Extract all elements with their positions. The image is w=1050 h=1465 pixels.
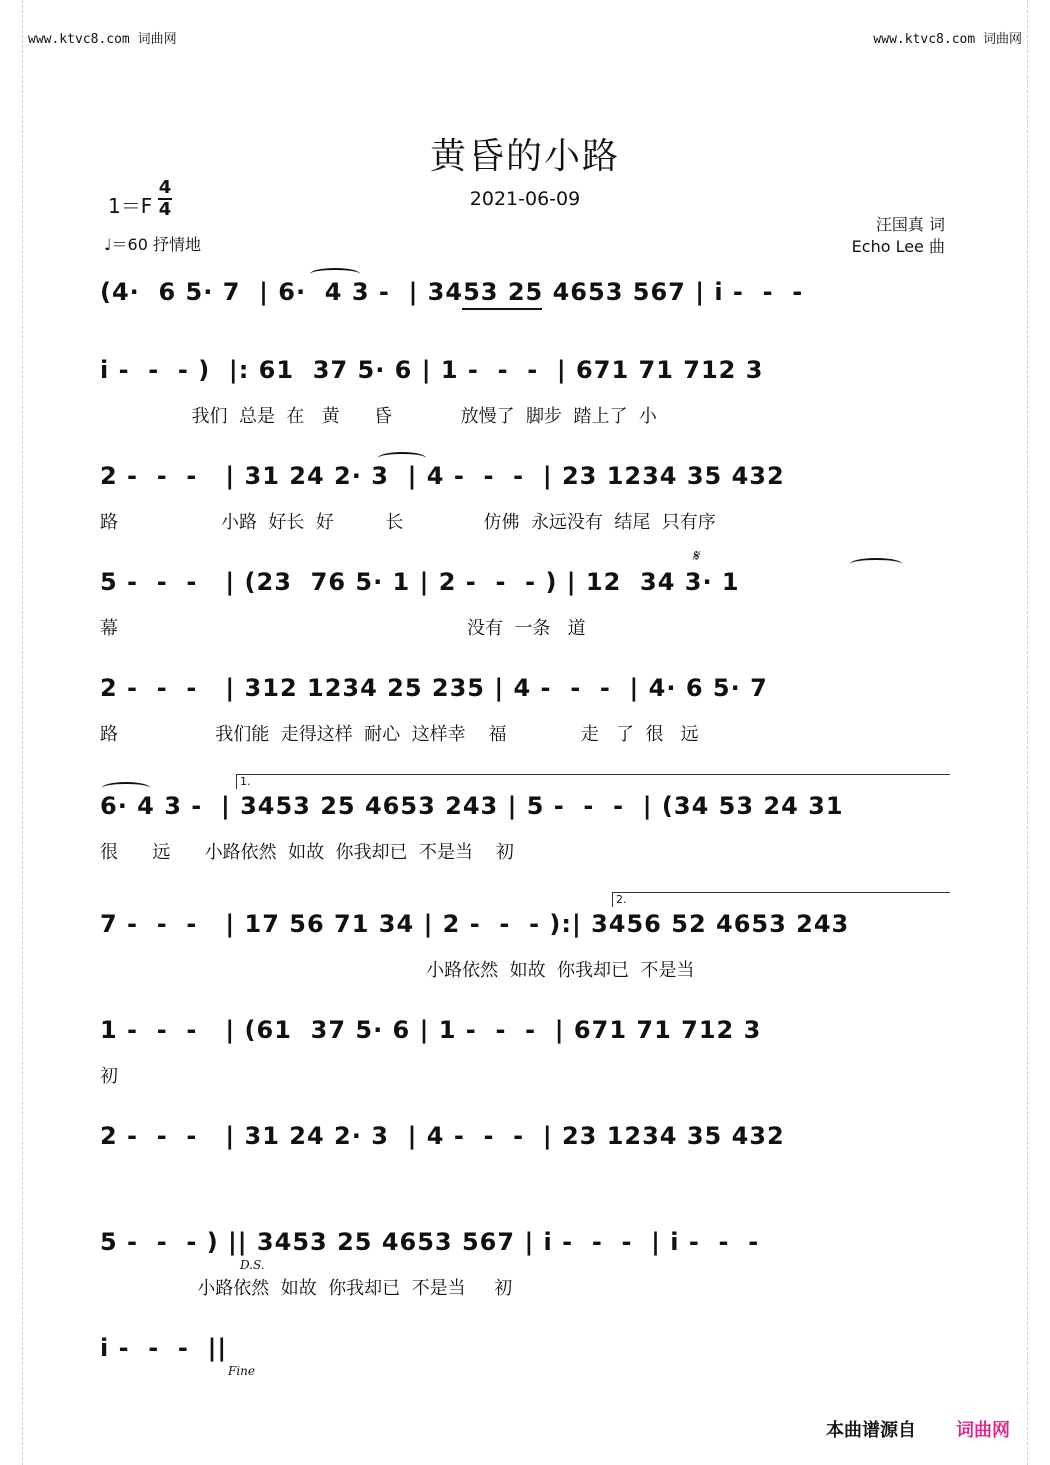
lyrics-row: 路 我们能 走得这样 耐心 这样幸 福 走 了 很 远 — [100, 724, 699, 745]
left-dashed-edge — [22, 0, 35, 1465]
segno-mark: 𝄋 — [692, 546, 699, 565]
footer-source-label: 本曲谱源自 — [826, 1420, 916, 1441]
fine-mark: Fine — [228, 1364, 255, 1378]
ds-mark: D.S. — [240, 1258, 265, 1272]
notes-row: i - - - || — [100, 1334, 228, 1362]
lyrics-row — [100, 324, 950, 348]
volta-second-ending: 2. — [612, 892, 950, 907]
notes-row: 5 - - - ) || 3453 25 4653 567 | i - - - | i - - - — [100, 1228, 760, 1256]
lyrics-row: 我们 总是 在 黄 昏 放慢了 脚步 踏上了 小 — [100, 406, 657, 427]
lyrics-row — [100, 1168, 950, 1192]
notes-row: 6· 4 3 - | 3453 25 4653 243 | 5 - - - | (34 53 24 31 — [100, 792, 844, 820]
notes-row: (4· 6 5· 7 | 6· 4 3 - | 3453 25 4653 567 | i - - - — [100, 278, 804, 306]
notes-row: 2 - - - | 312 1234 25 235 | 4 - - - | 4· 6 5· 7 — [100, 674, 768, 702]
footer-brand[interactable]: 词曲网 — [956, 1420, 1010, 1441]
right-dashed-edge — [1015, 0, 1028, 1465]
beam-underline — [462, 308, 542, 310]
slur-mark — [850, 558, 902, 570]
watermark-top-left: www.ktvc8.com 词曲网 — [28, 32, 177, 47]
composer-credit: Echo Lee 曲 — [851, 237, 945, 256]
slur-mark — [378, 452, 426, 464]
notes-row: 2 - - - | 31 24 2· 3 | 4 - - - | 23 1234 35 432 — [100, 462, 785, 490]
slur-mark — [102, 782, 150, 794]
notes-row: 2 - - - | 31 24 2· 3 | 4 - - - | 23 1234 35 432 — [100, 1122, 785, 1150]
lyrics-row: 幕 没有 一条 道 — [100, 618, 586, 639]
time-signature — [158, 178, 172, 220]
key-signature: 1＝F — [108, 194, 153, 218]
lyricist-credit: 汪国真 词 — [875, 215, 945, 234]
watermark-top-right: www.ktvc8.com 词曲网 — [873, 32, 1022, 47]
tempo-marking: ♩＝60 抒情地 — [104, 235, 201, 254]
notes-row: 7 - - - | 17 56 71 34 | 2 - - - ):| 3456 52 4653 243 — [100, 910, 850, 938]
song-title: 黄昏的小路 — [429, 136, 620, 177]
lyrics-row: 很 远 小路依然 如故 你我却已 不是当 初 — [100, 842, 514, 863]
notes-row: 1 - - - | (61 37 5· 6 | 1 - - - | 671 71 712 3 — [100, 1016, 762, 1044]
footer-credit — [826, 1416, 1010, 1442]
lyrics-row: 小路依然 如故 你我却已 不是当 — [100, 960, 695, 981]
notes-row: 5 - - - | (23 76 5· 1 | 2 - - - ) | 12 34 3· 1 — [100, 568, 740, 596]
slur-mark — [310, 268, 360, 280]
song-date: 2021-06-09 — [469, 188, 581, 210]
time-signature-top: 4 — [158, 177, 172, 198]
volta-first-ending: 1. — [236, 774, 950, 789]
lyrics-row: 小路依然 如故 你我却已 不是当 初 — [100, 1278, 513, 1299]
lyrics-row: 初 — [100, 1066, 118, 1087]
lyrics-row: 路 小路 好长 好 长 仿佛 永远没有 结尾 只有序 — [100, 512, 716, 533]
notes-row: i - - - ) |: 61 37 5· 6 | 1 - - - | 671 71 712 3 — [100, 356, 764, 384]
time-signature-bottom: 4 — [158, 199, 172, 220]
